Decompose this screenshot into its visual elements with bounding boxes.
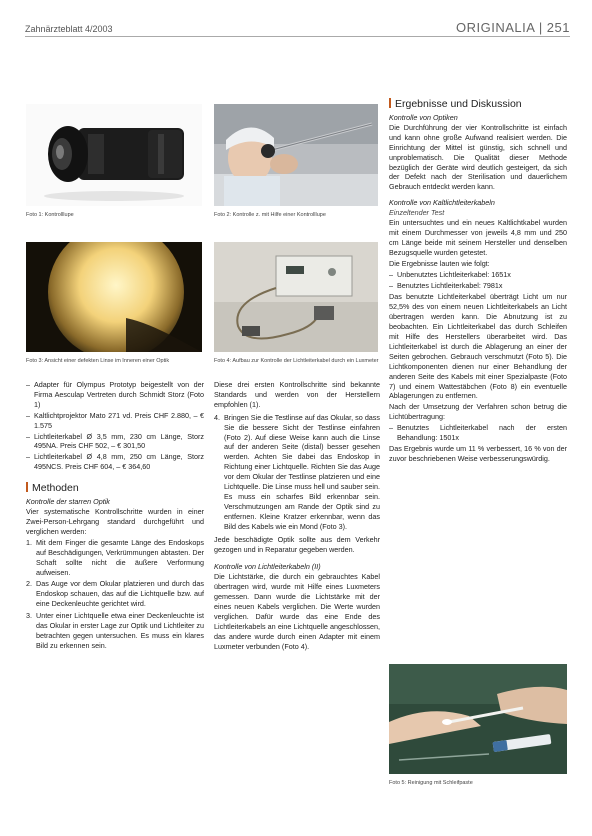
caption-photo-1: Foto 1: Kontrolllupe (26, 212, 74, 218)
left-column (26, 380, 204, 653)
control-step: 1. Mit dem Finger die gesamte Länge des Endoskops auf Beschädigungen, Verkrümmungen abtasten. Der Schaft sollte nicht die äußere Verformung aufweisen. (26, 537, 204, 577)
equipment-item: – Lichtleiterkabel Ø 3,5 mm, 230 cm Länge, Storz 495NA. Preis CHF 502, – € 301,50 (26, 432, 204, 452)
middle-column (214, 380, 380, 653)
results-text: Das benutzte Lichtleiterkabel überträgt Licht um nur 52,5% des von einem neuen Lichtleiterkabels an Licht übertragen werden kann. Die Abnutzung ist zu beobachten. Ein Lichtleiterkabel das durch Schleifen mit Hilfe des Herstellers überarbeitet wird. Das Lichtleiterkabel ist durch die Ablagerung an einer der Seiten gebrochen. Gebrauch verschmutzt (Foto 5). Die Lichtkomponenten dienen nur einer Behandlung der anderen Seite des Kabels mit einer Spezialpaste (Foto 7) und einem Wattestäbchen (Foto 8) ein eventuelle Ablagerungen zu entfernen. (389, 292, 567, 401)
right-column (389, 98, 567, 465)
photo-control-lens (26, 104, 202, 206)
methods-subheading: Kontrolle der starren Optik (26, 497, 110, 507)
caption-photo-5: Foto 5: Reinigung mit Schleifpaste (389, 780, 473, 786)
after-intro: Nach der Umsetzung der Verfahren schon betrug die Lichtübertragung: (389, 402, 567, 422)
cable-subheading: Kontrolle von Kaltlichtleiterkabeln (389, 198, 495, 208)
journal-name: Zahnärzteblatt 4/2003 (25, 24, 113, 34)
photo-cleaning-paste (389, 664, 567, 774)
caption-photo-4: Foto 4: Aufbau zur Kontrolle der Lichtleiterkabel durch ein Luxmeter (214, 358, 379, 364)
middle-summary: Jede beschädigte Optik sollte aus dem Verkehr gezogen und in Reparatur gegeben werden. (214, 534, 380, 554)
equipment-item: – Adapter für Olympus Prototyp beigestellt von der Firma Aesculap Vertreten durch Schmidt Storz (Foto 1) (26, 380, 204, 410)
results-list (389, 270, 567, 291)
photo-luxmeter-setup (214, 242, 378, 352)
methods-heading: Methoden (26, 482, 204, 495)
results-heading: Ergebnisse und Diskussion (389, 98, 567, 111)
control-step: 4. Bringen Sie die Testlinse auf das Okular, so dass Sie die bessere Sicht der Testlinse einfahren (Foto 2). Auf diese Weise kann auch die Linse auf der anderen Seite (distal) besser gesehen werden. Achten Sie dabei das Endoskop in Richtung einer Lichtquelle. Richten Sie das Auge vor dem Okular der Testlinse platzieren und eine Lichtquelle. Die Linse muss hell und sauber sein. Es muss ein scharfes Bild erkennbar sein. Verschmutzungen am Rande der Optik sind zu entfernen. Kleine Kratzer erkennbar, wenn das Bild des Kabels wie ein Mond (Foto 3). (214, 412, 380, 531)
equipment-item: – Lichtleiterkabel Ø 4,8 mm, 250 cm Länge, Storz 495NCS. Preis CHF 604, – € 364,60 (26, 452, 204, 472)
optics-subheading: Kontrolle von Optiken (389, 113, 458, 122)
equipment-list (26, 380, 204, 472)
header-divider (25, 36, 570, 37)
methods-intro: Vier systematische Kontrollschritte wurden in einer Zwei-Person-Lehrgang standard durchgeführt und verglichen werden: (26, 507, 204, 536)
photo-defective-lens (26, 242, 202, 352)
closing-text: Das Ergebnis wurde um 11 % verbessert, 16 % von der zuvor beschriebenen Weise verbesserungswürdig. (389, 444, 567, 463)
equipment-item: – Kaltlichtprojektor Mato 271 vd. Preis CHF 2.880, – € 1.575 (26, 411, 204, 431)
middle-intro: Diese drei ersten Kontrollschritte sind bekannte Standards und werden von der Herstellern empfohlen (1). (214, 380, 380, 409)
optics-text: Die Durchführung der vier Kontrollschritte ist einfach und kann ohne große Aufwand realisiert werden. Die Einrichtung der Mittel ist günstig, sich schnell und unproblematisch. Die Qualität dieser Methode bezüglich der Geräte wird deutlich gesteigert, da sich der Defekt nach der Sterilisation und dauerlichem Gebrauch entdeckt werden kann. (389, 122, 567, 192)
after-item: – Benutztes Lichtleiterkabel nach der ersten Behandlung: 1501x (389, 423, 567, 443)
cable-subsubheading: Einzeltender Test (389, 208, 445, 218)
control-step-4 (214, 413, 380, 532)
cable-text: Ein untersuchtes und ein neues Kaltlichtkabel wurden mit einem Durchmesser von jeweils 4,8 mm und 250 cm Länge beide mit seinem Hersteller und denselben Bezugsquelle wurden getestet. (389, 218, 567, 257)
cable-control-subheading: Kontrolle von Lichtleiterkabeln (II) (214, 562, 321, 572)
section-page-label: ORIGINALIA | 251 (456, 20, 570, 35)
control-step: 3. Unter einer Lichtquelle etwa einer Deckenleuchte ist das Okular in erster Lage zur Optik und Lichtleiter zu betrachten gegen untersuchen. Es muss ein klares Bild zu erkennen sein. (26, 611, 204, 650)
caption-photo-2: Foto 2: Kontrolle z. mit Hilfe einer Kontrolllupe (214, 212, 326, 218)
photo-loupe-inspection (214, 104, 378, 206)
control-steps (26, 538, 204, 651)
results-intro: Die Ergebnisse lauten wie folgt: (389, 258, 490, 268)
heading-accent-bar (389, 98, 391, 108)
caption-photo-3: Foto 3: Ansicht einer defekten Linse im Inneren einer Optik (26, 358, 170, 364)
result-item: – Unbenutztes Lichtleiterkabel: 1651x (389, 270, 567, 280)
heading-accent-bar (26, 482, 28, 492)
result-item: – Benutztes Lichtleiterkabel: 7981x (389, 281, 567, 291)
after-list (389, 423, 567, 443)
cable-control-text: Die Lichtstärke, die durch ein gebrauchtes Kabel übertragen wird, wurde mit Hilfe eines Luxmeters gemessen. Dann wurde die Lichtstärke mit der eines neuen Kabels verglichen. Die Werte wurden verglichen. Dafür wurde das eine Ende des Lichtleiterkabels an eine Lichtquelle angeschlossen, das andere wurde durch einen Adapter mit einem Luxmeter verbunden (Foto 4). (214, 572, 380, 651)
control-step: 2. Das Auge vor dem Okular platzieren und durch das Endoskop schauen, das auf die Lichtquelle bzw. auf eine Deckenleuchte gerichtet wird. (26, 579, 204, 609)
